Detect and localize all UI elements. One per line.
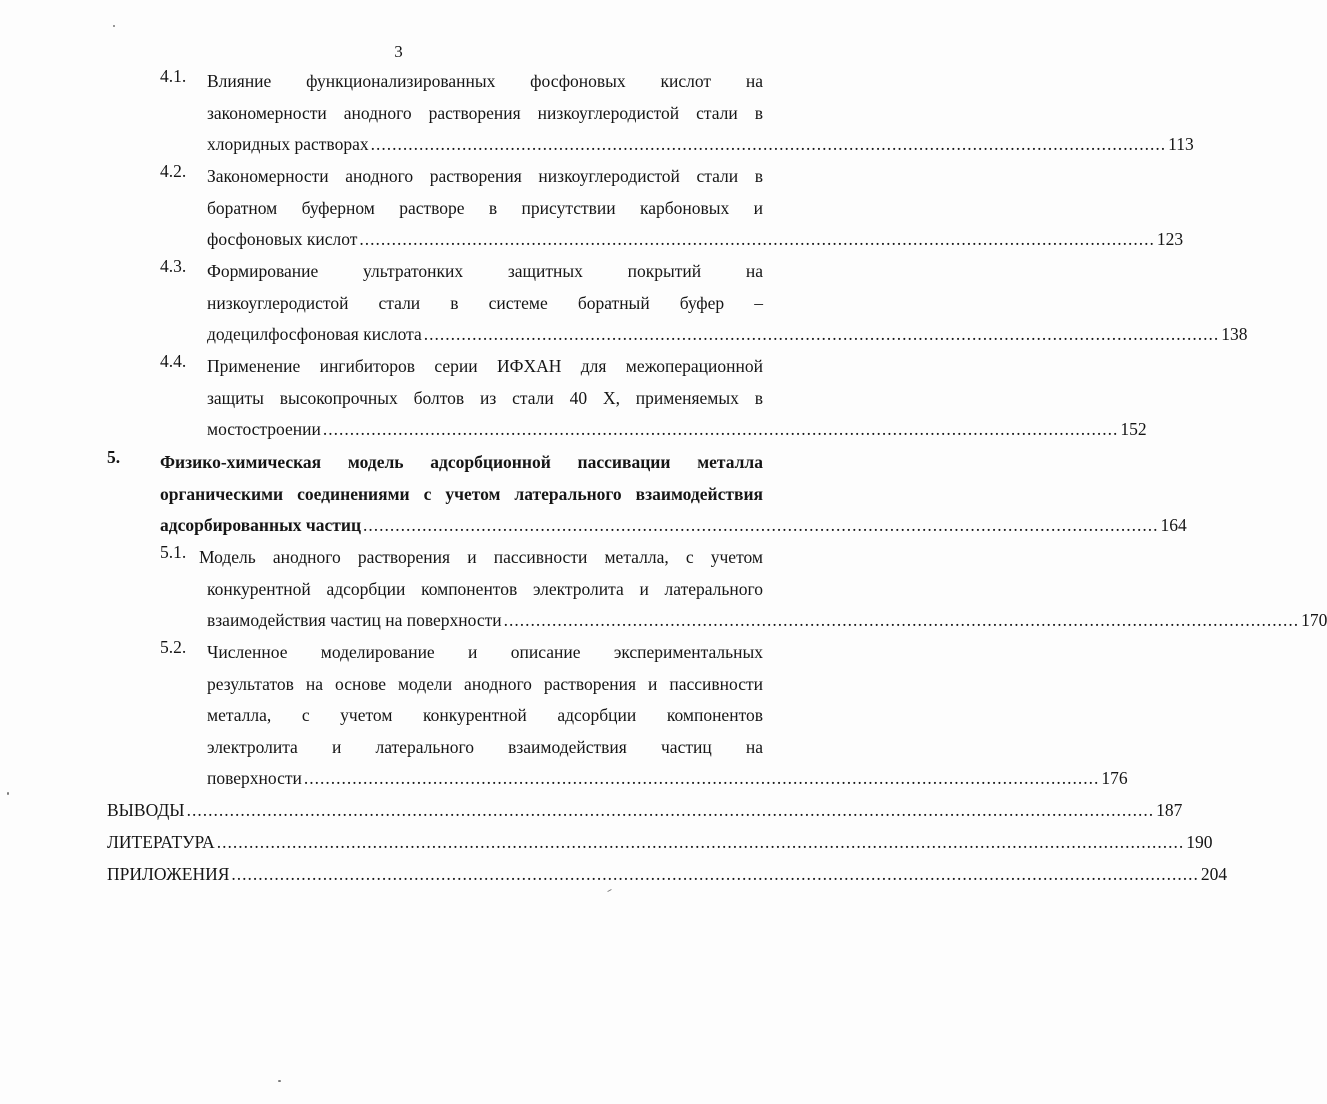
entry-line: защиты высокопрочных болтов из стали 40 Х, применяемых в	[207, 387, 763, 408]
section-number: 4.1.	[160, 66, 187, 86]
entry-line: низкоуглеродистой стали в системе боратный буфер –	[207, 292, 763, 313]
entry-line: органическими соединениями с учетом латерального взаимодействия	[160, 483, 763, 504]
section-number: 5.	[107, 447, 121, 467]
entry-title-end: ПРИЛОЖЕНИЯ	[107, 864, 230, 884]
leader-dots: ....................................................................................................................................................	[303, 768, 1100, 788]
entry-line: электролита и латерального взаимодействия частиц на	[207, 736, 763, 757]
page-ref: 204	[1200, 864, 1228, 884]
entry-last-line	[107, 859, 1228, 891]
scan-speck	[278, 1080, 281, 1082]
entry-last-line	[207, 605, 1327, 637]
page-ref: 138	[1221, 324, 1248, 344]
toc-entry-5-2	[0, 637, 1128, 795]
scan-speck	[113, 25, 115, 27]
entry-line: Численное моделирование и описание экспериментальных	[207, 642, 763, 662]
entry-line: боратном буферном растворе в присутствии карбоновых и	[207, 197, 763, 218]
section-number: 4.2.	[160, 161, 187, 181]
leader-dots: ....................................................................................................................................................	[359, 229, 1155, 249]
page-number: 3	[394, 42, 403, 61]
entry-last-line	[160, 510, 1187, 542]
entry-title-end: адсорбированных частиц	[160, 515, 362, 535]
toc-entry-4-3	[0, 256, 1248, 351]
toc-entry-5	[0, 447, 1187, 542]
entry-line: Закономерности анодного растворения низкоуглеродистой стали в	[207, 166, 763, 186]
page-ref: 164	[1160, 515, 1187, 535]
entry-title-end: ЛИТЕРАТУРА	[107, 832, 215, 852]
toc-entry-4-2	[0, 161, 1184, 256]
entry-line: закономерности анодного растворения низкоуглеродистой стали в	[207, 102, 763, 123]
section-number: 4.4.	[160, 351, 187, 371]
toc-entry-appendices	[107, 859, 1228, 891]
page-ref: 190	[1186, 832, 1213, 852]
entry-last-line	[207, 763, 1128, 795]
page-ref: 187	[1156, 800, 1183, 820]
entry-last-line	[207, 319, 1248, 351]
leader-dots: ....................................................................................................................................................................................	[186, 800, 1155, 820]
leader-dots: ....................................................................................................................................................	[503, 610, 1300, 630]
section-number: 4.3.	[160, 256, 187, 276]
scan-speck	[7, 792, 9, 795]
entry-line: Применение ингибиторов серии ИФХАН для межоперационной	[207, 356, 763, 376]
leader-dots: ....................................................................................................................................................	[322, 419, 1119, 439]
entry-last-line	[207, 414, 1147, 446]
leader-dots: ....................................................................................................................................................................................	[231, 864, 1199, 884]
section-number: 5.1.	[160, 542, 187, 562]
entry-line: конкурентной адсорбции компонентов электролита и латерального	[207, 578, 763, 599]
page-ref: 170	[1301, 610, 1327, 630]
toc-entry-5-1	[0, 542, 1327, 637]
entry-line: Влияние функционализированных фосфоновых кислот на	[207, 71, 763, 91]
toc-entry-4-1	[0, 66, 1194, 161]
leader-dots: ....................................................................................................................................................	[423, 324, 1220, 344]
toc-entry-conclusions	[107, 795, 1183, 827]
page-ref: 123	[1156, 229, 1184, 249]
entry-title-end: ВЫВОДЫ	[107, 800, 185, 820]
leader-dots: ....................................................................................................................................................	[370, 134, 1167, 154]
entry-line: результатов на основе модели анодного растворения и пассивности	[207, 673, 763, 694]
entry-line: Физико-химическая модель адсорбционной пассивации металла	[160, 452, 763, 472]
entry-title-end: взаимодействия частиц на поверхности	[207, 610, 502, 630]
page-ref: 152	[1120, 419, 1147, 439]
entry-title-end: поверхности	[207, 768, 302, 788]
entry-last-line	[107, 827, 1213, 859]
entry-line: Модель анодного растворения и пассивности металла, с учетом	[199, 547, 763, 567]
toc-entry-4-4	[0, 351, 1147, 446]
entry-last-line	[207, 129, 1194, 161]
entry-last-line	[207, 224, 1184, 256]
leader-dots: ....................................................................................................................................................................................	[216, 832, 1185, 852]
entry-title-end: мостостроении	[207, 419, 321, 439]
page-ref: 113	[1168, 134, 1194, 154]
entry-last-line	[107, 795, 1183, 827]
entry-line: Формирование ультратонких защитных покрытий на	[207, 261, 763, 281]
entry-line: металла, с учетом конкурентной адсорбции компонентов	[207, 705, 763, 725]
leader-dots: ....................................................................................................................................................	[363, 515, 1159, 535]
page-ref: 176	[1101, 768, 1128, 788]
toc-entry-references	[107, 827, 1213, 859]
section-number: 5.2.	[160, 637, 187, 657]
entry-title-end: додецилфосфоновая кислота	[207, 324, 422, 344]
entry-title-end: хлоридных растворах	[207, 134, 369, 154]
entry-title-end: фосфоновых кислот	[207, 229, 358, 249]
